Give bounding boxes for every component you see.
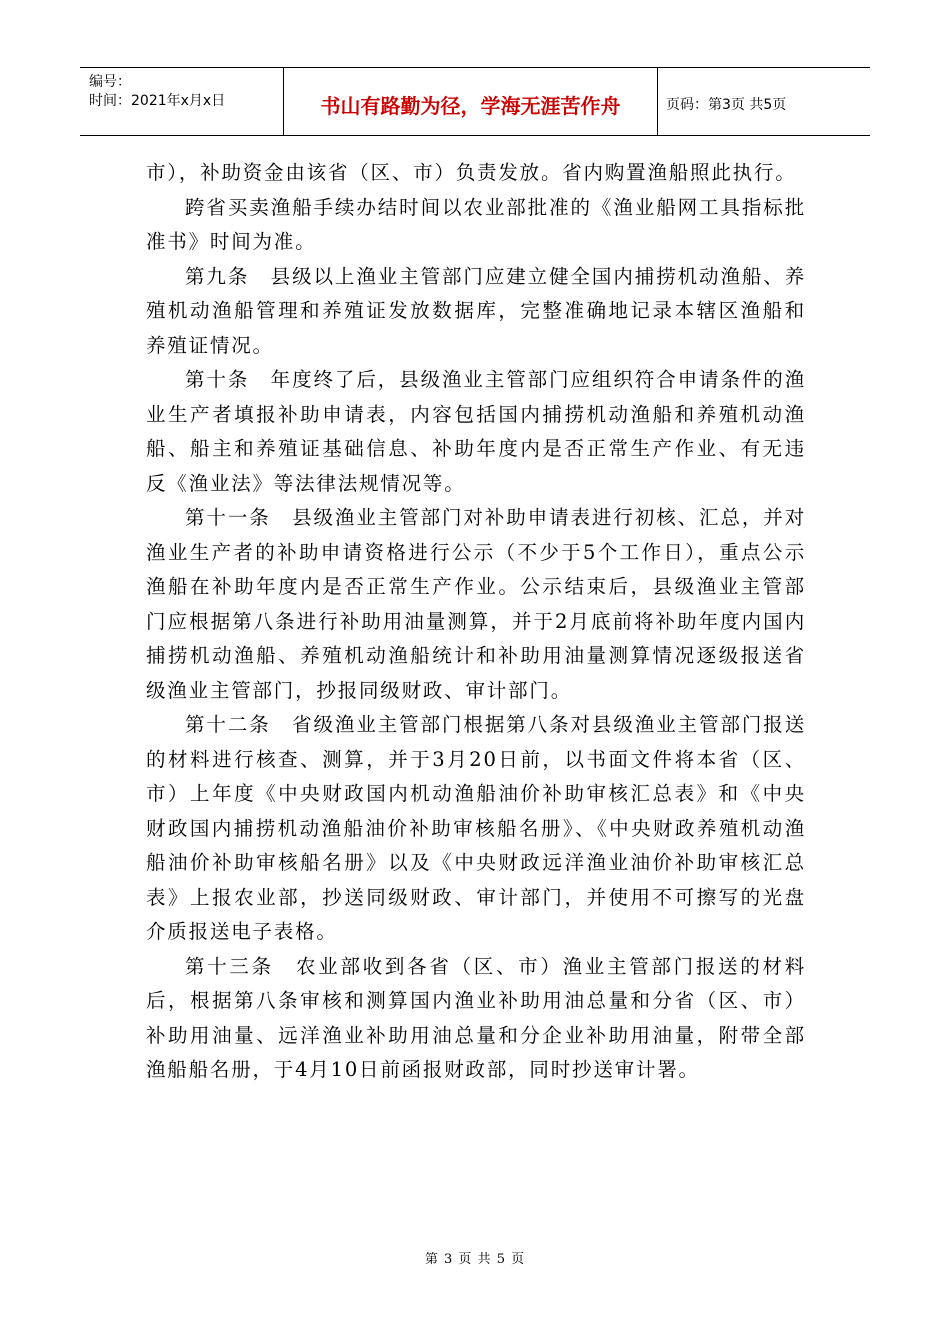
header-motto-cell (284, 68, 658, 135)
document-number-label: 编号： (89, 74, 131, 90)
paragraph-article-13: 第十三条 农业部收到各省（区、市）渔业主管部门报送的材料后，根据第八条审核和测算国内渔业补助用油总量和分省（区、市）补助用油量、远洋渔业补助用油总量和分企业补助用油量，附带全部渔船船名册，于4月10日前函报财政部，同时抄送审计署。 (146, 954, 806, 1081)
page-footer (0, 1248, 950, 1267)
paragraph-article-12: 第十二条 省级渔业主管部门根据第八条对县级渔业主管部门报送的材料进行核查、测算，并于3月20日前，以书面文件将本省（区、市）上年度《中央财政国内机动渔船油价补助审核汇总表》和《中央财政国内捕捞机动渔船油价补助审核船名册》、《中央财政养殖机动渔船油价补助审核船名册》以及《中央财政远洋渔业油价补助审核汇总表》上报农业部，抄送同级财政、审计部门，并使用不可擦写的光盘介质报送电子表格。 (146, 713, 806, 943)
footer-page-number: 第 3 页 共 5 页 (424, 1252, 526, 1267)
paragraph-article-9: 第九条 县级以上渔业主管部门应建立健全国内捕捞机动渔船、养殖机动渔船管理和养殖证发放数据库，完整准确地记录本辖区渔船和养殖证情况。 (146, 264, 806, 357)
paragraph-article-10: 第十条 年度终了后，县级渔业主管部门应组织符合申请条件的渔业生产者填报补助申请表，内容包括国内捕捞机动渔船和养殖机动渔船、船主和养殖证基础信息、补助年度内是否正常生产作业、有无违反《渔业法》等法律法规情况等。 (146, 368, 806, 495)
paragraph-continuation: 市），补助资金由该省（区、市）负责发放。省内购置渔船照此执行。 (146, 161, 797, 184)
page-header (80, 67, 870, 136)
document-time-label: 时间：2021年x月x日 (89, 93, 226, 109)
header-meta (80, 68, 284, 135)
paragraph-cross-province: 跨省买卖渔船手续办结时间以农业部批准的《渔业船网工具指标批准书》时间为准。 (146, 195, 806, 253)
page-info-label: 页码：第3页 共5页 (666, 96, 787, 113)
header-page-info (658, 68, 870, 135)
document-body (146, 156, 806, 1088)
header-motto: 书山有路勤为径，学海无涯苦作舟 (320, 94, 621, 118)
paragraph-article-11: 第十一条 县级渔业主管部门对补助申请表进行初核、汇总，并对渔业生产者的补助申请资格进行公示（不少于5个工作日），重点公示渔船在补助年度内是否正常生产作业。公示结束后，县级渔业主管部门应根据第八条进行补助用油量测算，并于2月底前将补助年度内国内捕捞机动渔船、养殖机动渔船统计和补助用油量测算情况逐级报送省级渔业主管部门，抄报同级财政、审计部门。 (146, 506, 806, 702)
